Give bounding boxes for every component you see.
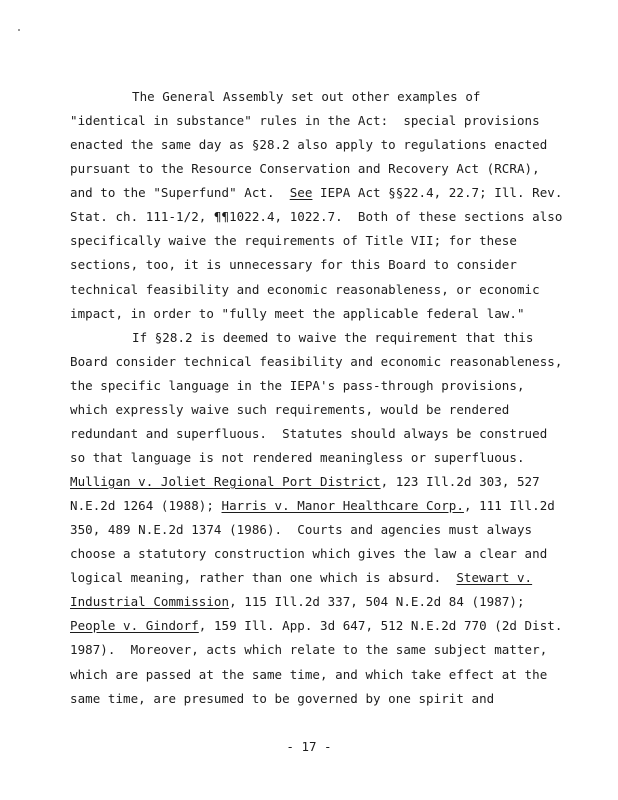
- text-line: [132, 331, 534, 345]
- text-line: [70, 547, 547, 561]
- text-line: [70, 571, 532, 585]
- text-segment: same time, are presumed to be governed by one spirit and: [70, 691, 495, 706]
- text-line: [70, 379, 525, 393]
- text-segment: enacted the same day as §28.2 also apply to regulations enacted: [70, 137, 548, 152]
- text-line: [132, 90, 480, 104]
- text-line: [70, 186, 562, 200]
- text-segment: impact, in order to "fully meet the applicable federal law.": [70, 306, 525, 321]
- text-segment: and to the "Superfund" Act.: [70, 185, 290, 200]
- citation: Mulligan v. Joliet Regional Port District: [70, 474, 381, 489]
- text-segment: IEPA Act §§22.4, 22.7; Ill. Rev.: [312, 185, 563, 200]
- text-segment: which expressly waive such requirements, would be rendered: [70, 402, 510, 417]
- text-line: [70, 283, 540, 297]
- text-line: [70, 475, 540, 489]
- text-line: [70, 619, 562, 633]
- scan-speck: [18, 29, 20, 31]
- text-segment: , 159 Ill. App. 3d 647, 512 N.E.2d 770 (2d Dist.: [198, 618, 563, 633]
- text-line: [70, 595, 525, 609]
- text-segment: 1987). Moreover, acts which relate to the same subject matter,: [70, 642, 548, 657]
- text-segment: , 111 Ill.2d: [463, 498, 555, 513]
- text-line: [70, 258, 517, 272]
- text-segment: the specific language in the IEPA's pass-through provisions,: [70, 378, 525, 393]
- text-line: [70, 114, 540, 128]
- text-line: [70, 162, 540, 176]
- citation: People v. Gindorf: [70, 618, 199, 633]
- text-line: [70, 307, 525, 321]
- text-line: [70, 692, 494, 706]
- text-line: [70, 234, 517, 248]
- text-segment: which are passed at the same time, and which take effect at the: [70, 667, 548, 682]
- text-line: [70, 138, 547, 152]
- page-number: - 17 -: [286, 739, 332, 754]
- text-line: [70, 668, 547, 682]
- text-segment: 350, 489 N.E.2d 1374 (1986). Courts and agencies must always: [70, 522, 533, 537]
- text-segment: , 115 Ill.2d 337, 504 N.E.2d 84 (1987);: [229, 594, 525, 609]
- text-line: [70, 355, 562, 369]
- text-line: [70, 427, 547, 441]
- text-line: [70, 523, 532, 537]
- text-line: [70, 643, 547, 657]
- text-segment: If §28.2 is deemed to waive the requirement that this: [132, 330, 534, 345]
- text-segment: The General Assembly set out other examples of: [132, 89, 481, 104]
- text-segment: technical feasibility and economic reasonableness, or economic: [70, 282, 540, 297]
- citation: See: [289, 185, 313, 200]
- text-line: [70, 451, 525, 465]
- citation: Harris v. Manor Healthcare Corp.: [221, 498, 464, 513]
- text-segment: Board consider technical feasibility and economic reasonableness,: [70, 354, 563, 369]
- citation: Stewart v.: [456, 570, 533, 585]
- text-segment: Stat. ch. 111-1/2, ¶¶1022.4, 1022.7. Both of these sections also: [70, 209, 563, 224]
- text-segment: so that language is not rendered meaningless or superfluous.: [70, 450, 525, 465]
- text-segment: specifically waive the requirements of Title VII; for these: [70, 233, 517, 248]
- text-segment: pursuant to the Resource Conservation and Recovery Act (RCRA),: [70, 161, 540, 176]
- text-segment: choose a statutory construction which gives the law a clear and: [70, 546, 548, 561]
- text-line: [70, 499, 555, 513]
- text-segment: redundant and superfluous. Statutes should always be construed: [70, 426, 548, 441]
- text-segment: N.E.2d 1264 (1988);: [70, 498, 222, 513]
- text-segment: sections, too, it is unnecessary for this Board to consider: [70, 257, 517, 272]
- citation: Industrial Commission: [70, 594, 230, 609]
- text-segment: , 123 Ill.2d 303, 527: [380, 474, 540, 489]
- text-segment: "identical in substance" rules in the Act: special provisions: [70, 113, 540, 128]
- text-line: [70, 403, 509, 417]
- text-segment: logical meaning, rather than one which is absurd.: [70, 570, 457, 585]
- text-line: [70, 210, 562, 224]
